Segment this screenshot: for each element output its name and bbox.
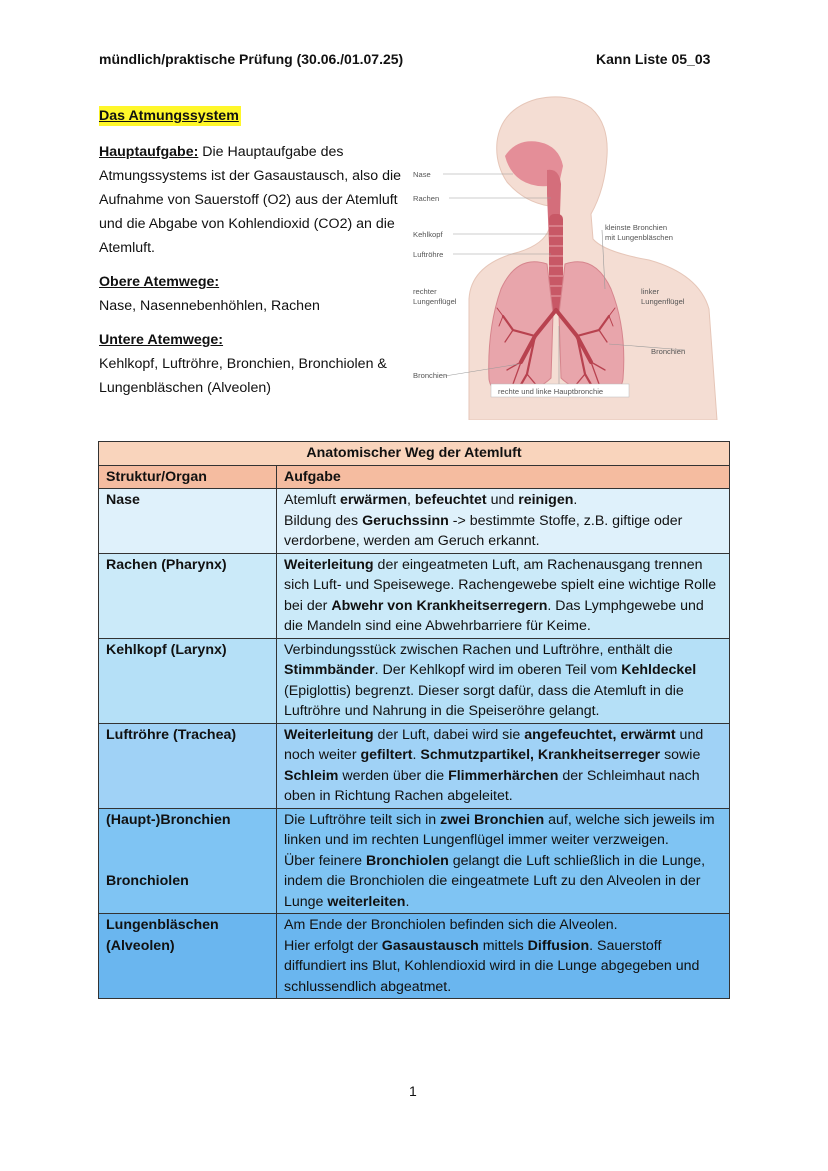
task-text-bold: Geruchssinn [362, 512, 449, 529]
task-text-bold: Flimmerhärchen [448, 767, 559, 784]
header-list-id: Kann Liste 05_03 [596, 51, 711, 67]
label-linker-1: linker [641, 287, 660, 296]
table-row [99, 914, 730, 999]
task-text: der eingeatmeten Luft, am Rachenausgang trennen sich Luft- und Speisewege. Rachengewebe spielt eine wichtige Rolle bei der [284, 556, 717, 614]
label-bronchien-right: Bronchien [651, 347, 686, 356]
main-task-paragraph [99, 140, 404, 260]
page-number: 1 [409, 1083, 417, 1099]
respiratory-system-illustration [409, 94, 719, 420]
label-rechter-1: rechter [413, 287, 437, 296]
organ-cell: Rachen (Pharynx) [99, 553, 277, 638]
intro-section [99, 104, 404, 400]
task-text-bold: Diffusion [527, 937, 590, 954]
task-text-bold: befeuchtet [414, 492, 487, 508]
task-text-bold: reinigen [518, 492, 574, 508]
task-cell [277, 808, 730, 914]
label-kehlkopf: Kehlkopf [413, 230, 443, 239]
task-text: der Luft, dabei wird sie [373, 726, 525, 743]
task-text-bold: zwei Bronchien [440, 811, 545, 828]
organ-cell: Luftröhre (Trachea) [99, 723, 277, 808]
task-text-bold: Gasaustausch [381, 937, 479, 954]
task-text: Bildung des [284, 512, 363, 529]
task-text: und noch weiter [284, 726, 704, 763]
task-text-bold: gefiltert [360, 747, 413, 763]
task-text: sowie [660, 747, 701, 763]
upper-airways-title: Obere Atemwege: [99, 274, 220, 290]
label-kleinste-2: mit Lungenbläschen [605, 233, 673, 242]
label-bronchien-left: Bronchien [413, 371, 448, 380]
task-text: . Der Kehlkopf wird im oberen Teil vom [374, 662, 622, 678]
label-rechter-2: Lungenflügel [413, 297, 457, 306]
col-header-task: Aufgabe [277, 465, 730, 489]
task-text: -> bestimmte Stoffe, z.B. giftige oder verdorbene, werden am Geruch erkannt. [284, 512, 683, 549]
task-text: . [412, 747, 421, 763]
task-text-bold: angefeuchtet, erwärmt [524, 726, 676, 743]
task-cell [277, 489, 730, 554]
task-cell [277, 723, 730, 808]
table-row [99, 638, 730, 723]
header-exam-title: mündlich/praktische Prüfung (30.06./01.07.25) [99, 51, 404, 67]
table-row [99, 489, 730, 554]
task-text-bold: Schleim [284, 767, 339, 784]
task-text: gelangt die Luft schließlich in die Lunge, indem die Bronchiolen die eingeatmete Luft zu den Alveolen in der Lunge [284, 852, 706, 910]
task-text: Die Luftröhre teilt sich in [284, 811, 441, 828]
task-text: Atemluft [284, 492, 340, 508]
col-header-organ: Struktur/Organ [99, 465, 277, 489]
task-text-bold: Weiterleitung [284, 556, 374, 573]
label-hauptbronchie: rechte und linke Hauptbronchie [498, 387, 604, 396]
label-rachen: Rachen [413, 194, 440, 203]
task-cell [277, 553, 730, 638]
section-title: Das Atmungssystem [99, 108, 239, 124]
organ-label-bronchien: (Haupt-)Bronchien [106, 811, 231, 828]
task-text: . Sauerstoff diffundiert ins Blut, Kohlendioxid wird in die Lunge abgegeben und schlussendlich abgeatmet. [284, 937, 700, 995]
task-cell [277, 914, 730, 999]
task-text: , [407, 492, 415, 508]
main-task-text: Die Hauptaufgabe des Atmungssystems ist der Gasaustausch, also die Aufnahme von Sauerstoff (O2) aus der Atemluft und die Abgabe von Kohlendioxid (CO2) an die Atemluft. [99, 144, 402, 256]
task-text: der Schleimhaut nach oben in Richtung Rachen abgeleitet. [284, 767, 700, 804]
task-text: werden über die [338, 767, 449, 784]
lower-airways-text: Kehlkopf, Luftröhre, Bronchien, Bronchiolen & Lungenbläschen (Alveolen) [99, 356, 387, 396]
task-text-bold: Bronchiolen [366, 852, 449, 869]
organ-cell [99, 808, 277, 914]
task-text: auf, welche sich jeweils im linken und im rechten Lungenflügel immer weiter verzweigen. [284, 811, 715, 848]
label-kleinste-1: kleinste Bronchien [605, 223, 668, 232]
task-text-bold: weiterleiten [327, 893, 406, 910]
task-text: (Epiglottis) begrenzt. Dieser sorgt dafür, dass die Atemluft in die Luftröhre und Nahrung in die Speiseröhre gelangt. [284, 682, 684, 719]
label-linker-2: Lungenflügel [641, 297, 685, 306]
table-row [99, 723, 730, 808]
task-text: Verbindungsstück zwischen Rachen und Luftröhre, enthält die [284, 641, 673, 658]
organ-cell: Nase [99, 489, 277, 554]
label-luftroehre: Luftröhre [413, 250, 444, 259]
organ-cell: Kehlkopf (Larynx) [99, 638, 277, 723]
organ-label-bronchiolen: Bronchiolen [106, 873, 189, 889]
task-text: Hier erfolgt der [284, 937, 382, 954]
task-text-bold: Stimmbänder [284, 662, 375, 678]
task-text: . Das Lymphgewebe und die Mandeln sind eine Abwehrbarriere für Keime. [284, 597, 704, 634]
task-cell [277, 638, 730, 723]
task-text-bold: Abwehr von Krankheitserregern [331, 597, 548, 614]
lower-airways-title: Untere Atemwege: [99, 332, 224, 348]
airway-table [98, 441, 730, 999]
main-task-label: Hauptaufgabe: [99, 144, 199, 160]
table-row [99, 808, 730, 914]
task-text: mittels [478, 937, 528, 954]
task-text-bold: erwärmen [339, 492, 408, 508]
table-title: Anatomischer Weg der Atemluft [99, 442, 730, 466]
task-text: und [486, 492, 519, 508]
task-text: Am Ende der Bronchiolen befinden sich die Alveolen. [284, 917, 618, 933]
table-row [99, 553, 730, 638]
task-text: . [573, 492, 578, 508]
label-nase: Nase [413, 170, 431, 179]
task-text: . [405, 893, 410, 910]
task-text: Über feinere [284, 852, 367, 869]
organ-cell: Lungenbläschen (Alveolen) [99, 914, 277, 999]
upper-airways-text: Nase, Nasennebenhöhlen, Rachen [99, 298, 320, 314]
task-text-bold: Schmutzpartikel, Krankheitserreger [420, 747, 661, 763]
task-text-bold: Weiterleitung [284, 726, 374, 743]
task-text-bold: Kehldeckel [621, 662, 697, 678]
